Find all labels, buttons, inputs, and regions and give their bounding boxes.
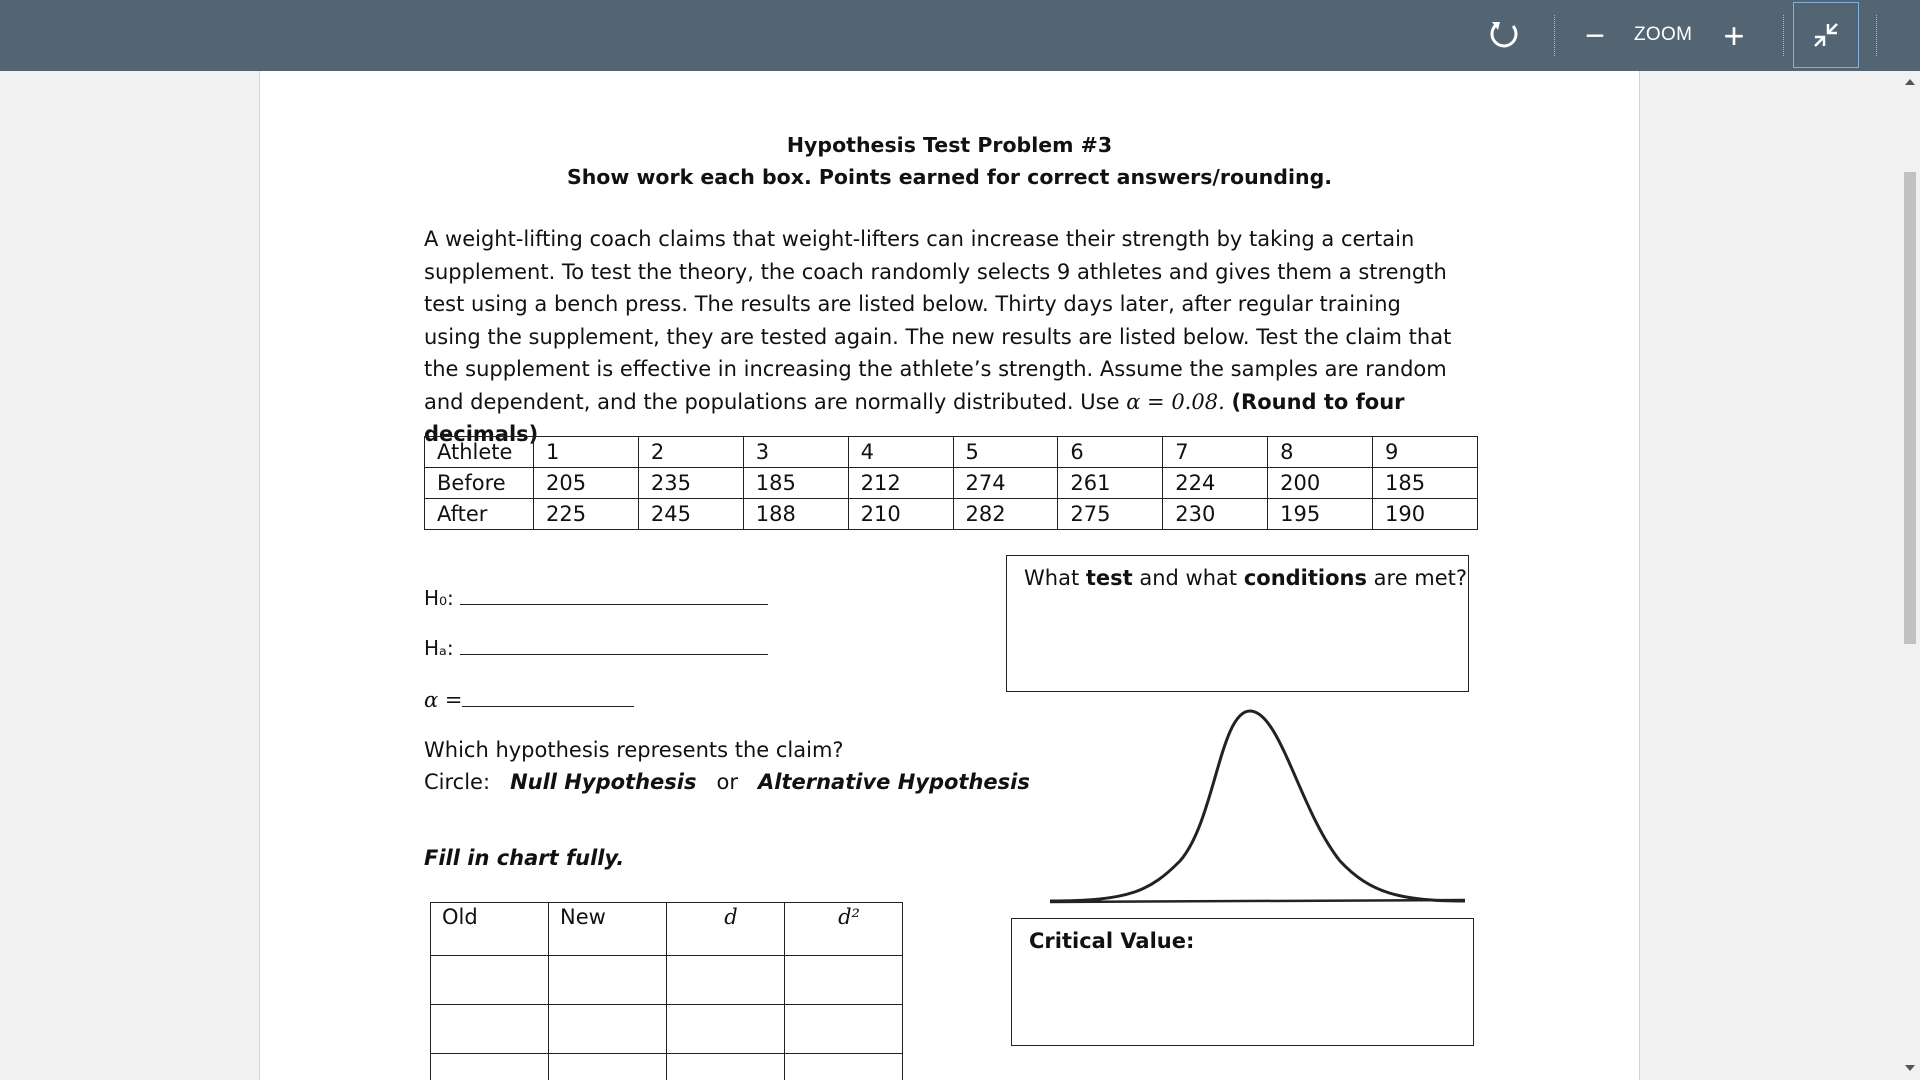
h0-label: H₀: <box>424 586 454 610</box>
data-cell: 212 <box>848 468 953 499</box>
normal-curve-diagram <box>1040 701 1480 913</box>
data-cell: 185 <box>1373 468 1478 499</box>
critical-value-label: Critical Value: <box>1029 929 1195 953</box>
data-cell: 9 <box>1373 437 1478 468</box>
circle-label: Circle: <box>424 770 491 794</box>
work-table <box>430 902 903 1080</box>
data-cell: 1 <box>534 437 639 468</box>
alpha-line <box>424 688 634 712</box>
zoom-out-button[interactable]: − <box>1585 17 1605 55</box>
row-label: After <box>425 499 534 530</box>
data-cell: 261 <box>1058 468 1163 499</box>
alpha-blank[interactable] <box>462 706 634 707</box>
work-table-row <box>431 956 903 1005</box>
bell-curve <box>1050 711 1465 901</box>
zoom-label: ZOOM <box>1634 24 1693 45</box>
data-cell: 275 <box>1058 499 1163 530</box>
work-table-header-row <box>431 903 903 956</box>
data-cell: 235 <box>638 468 743 499</box>
work-cell[interactable] <box>667 1005 785 1054</box>
data-cell: 195 <box>1268 499 1373 530</box>
row-label: Before <box>425 468 534 499</box>
toolbar-separator <box>1554 15 1555 56</box>
scroll-thumb[interactable] <box>1904 172 1916 644</box>
claim-options <box>424 766 1030 798</box>
work-header-old: Old <box>431 903 549 956</box>
data-cell: 282 <box>953 499 1058 530</box>
problem-paragraph <box>424 223 1464 451</box>
data-cell: 200 <box>1268 468 1373 499</box>
exit-fullscreen-icon <box>1811 20 1841 50</box>
work-cell[interactable] <box>431 1054 549 1080</box>
data-cell: 274 <box>953 468 1058 499</box>
toolbar-separator <box>1876 15 1877 56</box>
data-cell: 188 <box>743 499 848 530</box>
data-cell: 7 <box>1163 437 1268 468</box>
data-table-row-after <box>425 499 1478 530</box>
ha-blank[interactable] <box>460 654 768 655</box>
row-label: Athlete <box>425 437 534 468</box>
work-table-row <box>431 1054 903 1080</box>
work-header-d-squared: d² <box>785 903 903 956</box>
data-cell: 185 <box>743 468 848 499</box>
work-cell[interactable] <box>785 1054 903 1080</box>
curve-baseline <box>1050 900 1465 902</box>
work-header-new: New <box>549 903 667 956</box>
critical-value-box[interactable] <box>1011 918 1474 1046</box>
alpha-label: α = <box>424 688 463 712</box>
ha-line <box>424 636 768 660</box>
problem-text: A weight-lifting coach claims that weight-lifters can increase their strength by taking a certain supplement. To test the theory, the coach randomly selects 9 athletes and gives them a strength test using a bench press. The results are listed below. Thirty days later, after regular training using the supplement, they are tested again. The new results are listed below. Test the claim that the supplement is effective in increasing the athlete’s strength. Assume the samples are random and dependent, and the populations are normally distributed. Use <box>424 227 1452 414</box>
test-box-text: are met? <box>1366 566 1468 590</box>
claim-question: Which hypothesis represents the claim? <box>424 738 844 762</box>
vertical-scrollbar[interactable] <box>1900 71 1920 1080</box>
viewer-toolbar <box>0 0 1920 71</box>
alternative-hypothesis-option[interactable]: Alternative Hypothesis <box>758 770 1030 794</box>
data-table-row-athlete <box>425 437 1478 468</box>
null-hypothesis-option[interactable]: Null Hypothesis <box>510 770 697 794</box>
page-subtitle: Show work each box. Points earned for correct answers/rounding. <box>566 165 1333 189</box>
work-cell[interactable] <box>431 1005 549 1054</box>
work-cell[interactable] <box>431 956 549 1005</box>
scroll-up-arrow-icon[interactable] <box>1905 79 1915 85</box>
data-cell: 225 <box>534 499 639 530</box>
h0-line <box>424 586 768 610</box>
document-page <box>259 71 1640 1080</box>
document-viewport <box>0 71 1900 1080</box>
work-cell[interactable] <box>785 1005 903 1054</box>
test-box-bold-conditions: conditions <box>1243 566 1367 590</box>
data-table <box>424 436 1478 530</box>
alpha-expression: α = 0.08. <box>1126 389 1225 414</box>
test-box-text: and what <box>1132 566 1244 590</box>
work-cell[interactable] <box>549 1005 667 1054</box>
data-cell: 3 <box>743 437 848 468</box>
data-cell: 8 <box>1268 437 1373 468</box>
data-table-row-before <box>425 468 1478 499</box>
rotate-button[interactable] <box>1484 15 1524 55</box>
work-table-row <box>431 1005 903 1054</box>
work-cell[interactable] <box>785 956 903 1005</box>
zoom-in-button[interactable]: + <box>1723 15 1745 56</box>
work-cell[interactable] <box>667 1054 785 1080</box>
or-text: or <box>716 770 738 794</box>
toolbar-separator <box>1783 15 1784 56</box>
data-cell: 205 <box>534 468 639 499</box>
scroll-down-arrow-icon[interactable] <box>1905 1065 1915 1071</box>
rotate-icon <box>1487 18 1521 52</box>
work-header-d: d <box>667 903 785 956</box>
round-note: (Round to four decimals) <box>424 389 1405 446</box>
data-cell: 190 <box>1373 499 1478 530</box>
fill-chart-instruction: Fill in chart fully. <box>424 846 625 870</box>
data-cell: 5 <box>953 437 1058 468</box>
test-box-text: What <box>1024 566 1086 590</box>
page-title: Hypothesis Test Problem #3 <box>786 133 1113 157</box>
data-cell: 224 <box>1163 468 1268 499</box>
data-cell: 6 <box>1058 437 1163 468</box>
ha-label: Hₐ: <box>424 636 454 660</box>
h0-blank[interactable] <box>460 604 768 605</box>
work-cell[interactable] <box>667 956 785 1005</box>
exit-fullscreen-button[interactable] <box>1793 2 1859 68</box>
work-cell[interactable] <box>549 956 667 1005</box>
data-cell: 230 <box>1163 499 1268 530</box>
test-conditions-box[interactable] <box>1006 555 1469 692</box>
data-cell: 245 <box>638 499 743 530</box>
test-box-bold-test: test <box>1085 566 1133 590</box>
data-cell: 2 <box>638 437 743 468</box>
data-cell: 210 <box>848 499 953 530</box>
claim-section <box>424 734 1030 798</box>
work-cell[interactable] <box>549 1054 667 1080</box>
data-cell: 4 <box>848 437 953 468</box>
